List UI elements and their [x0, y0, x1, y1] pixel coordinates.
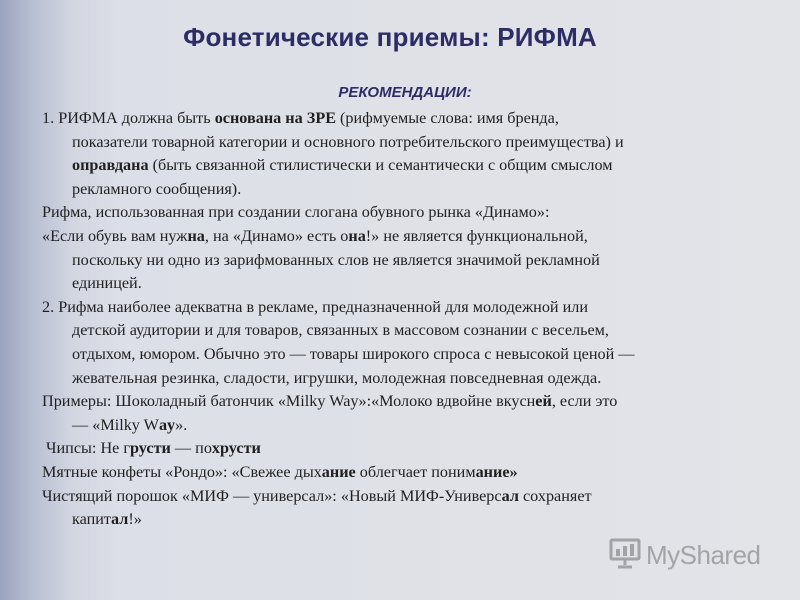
presentation-icon — [608, 536, 642, 575]
rec2-line1: 2. Рифма наиболее адекватна в рекламе, предназначенной для молодежной или — [42, 297, 589, 316]
example5-line2: капитал!» — [72, 510, 142, 529]
slide-title: Фонетические приемы: РИФМА — [183, 22, 597, 52]
myshared-logo — [608, 535, 761, 575]
example1-line3: единицей. — [72, 274, 142, 293]
example3: Чипсы: Не грусти — похрусти — [46, 439, 261, 458]
rec1-line1: 1. РИФМА должна быть основана на ЗРЕ (рифмуемые слова: имя бренда, — [42, 109, 559, 127]
example2-line1: Примеры: Шоколадный батончик «Milky Way»:«Молоко вдвойне вкусней, если это — [42, 392, 618, 411]
example1-intro: Рифма, использованная при создании слогана обувного рынка «Динамо»: — [42, 203, 550, 222]
rec2-line2: детской аудитории и для товаров, связанных в массовом сознании с весельем, — [72, 321, 609, 340]
example1-quote: «Если обувь вам нужна, на «Динамо» есть она!» не является функциональной, — [42, 226, 588, 245]
slide-subtitle: РЕКОМЕНДАЦИИ: — [338, 84, 472, 101]
example5-line1: Чистящий порошок «МИФ — универсал»: «Новый МИФ-Универсал сохраняет — [42, 486, 592, 505]
slide-body — [42, 107, 782, 532]
example2-line2: — «Milky Way». — [72, 415, 188, 434]
rec2-line4: жевательная резинка, сладости, игрушки, молодежная повседневная одежда. — [72, 368, 602, 387]
logo-text: MyShared — [646, 539, 761, 570]
rec1-line2: показатели товарной категории и основного потребительского преимущества) и — [72, 132, 624, 151]
rec1-line3: оправдана (быть связанной стилистически и семантически с общим смыслом — [72, 156, 613, 175]
rec1-line4: рекламного сообщения). — [72, 179, 242, 198]
example4: Мятные конфеты «Рондо»: «Свежее дыхание облегчает понимание» — [42, 462, 518, 481]
example1-line2: поскольку ни одно из зарифмованных слов не является значимой рекламной — [72, 250, 600, 269]
rec2-line3: отдыхом, юмором. Обычно это — товары широкого спроса с невысокой ценой — — [72, 344, 635, 363]
